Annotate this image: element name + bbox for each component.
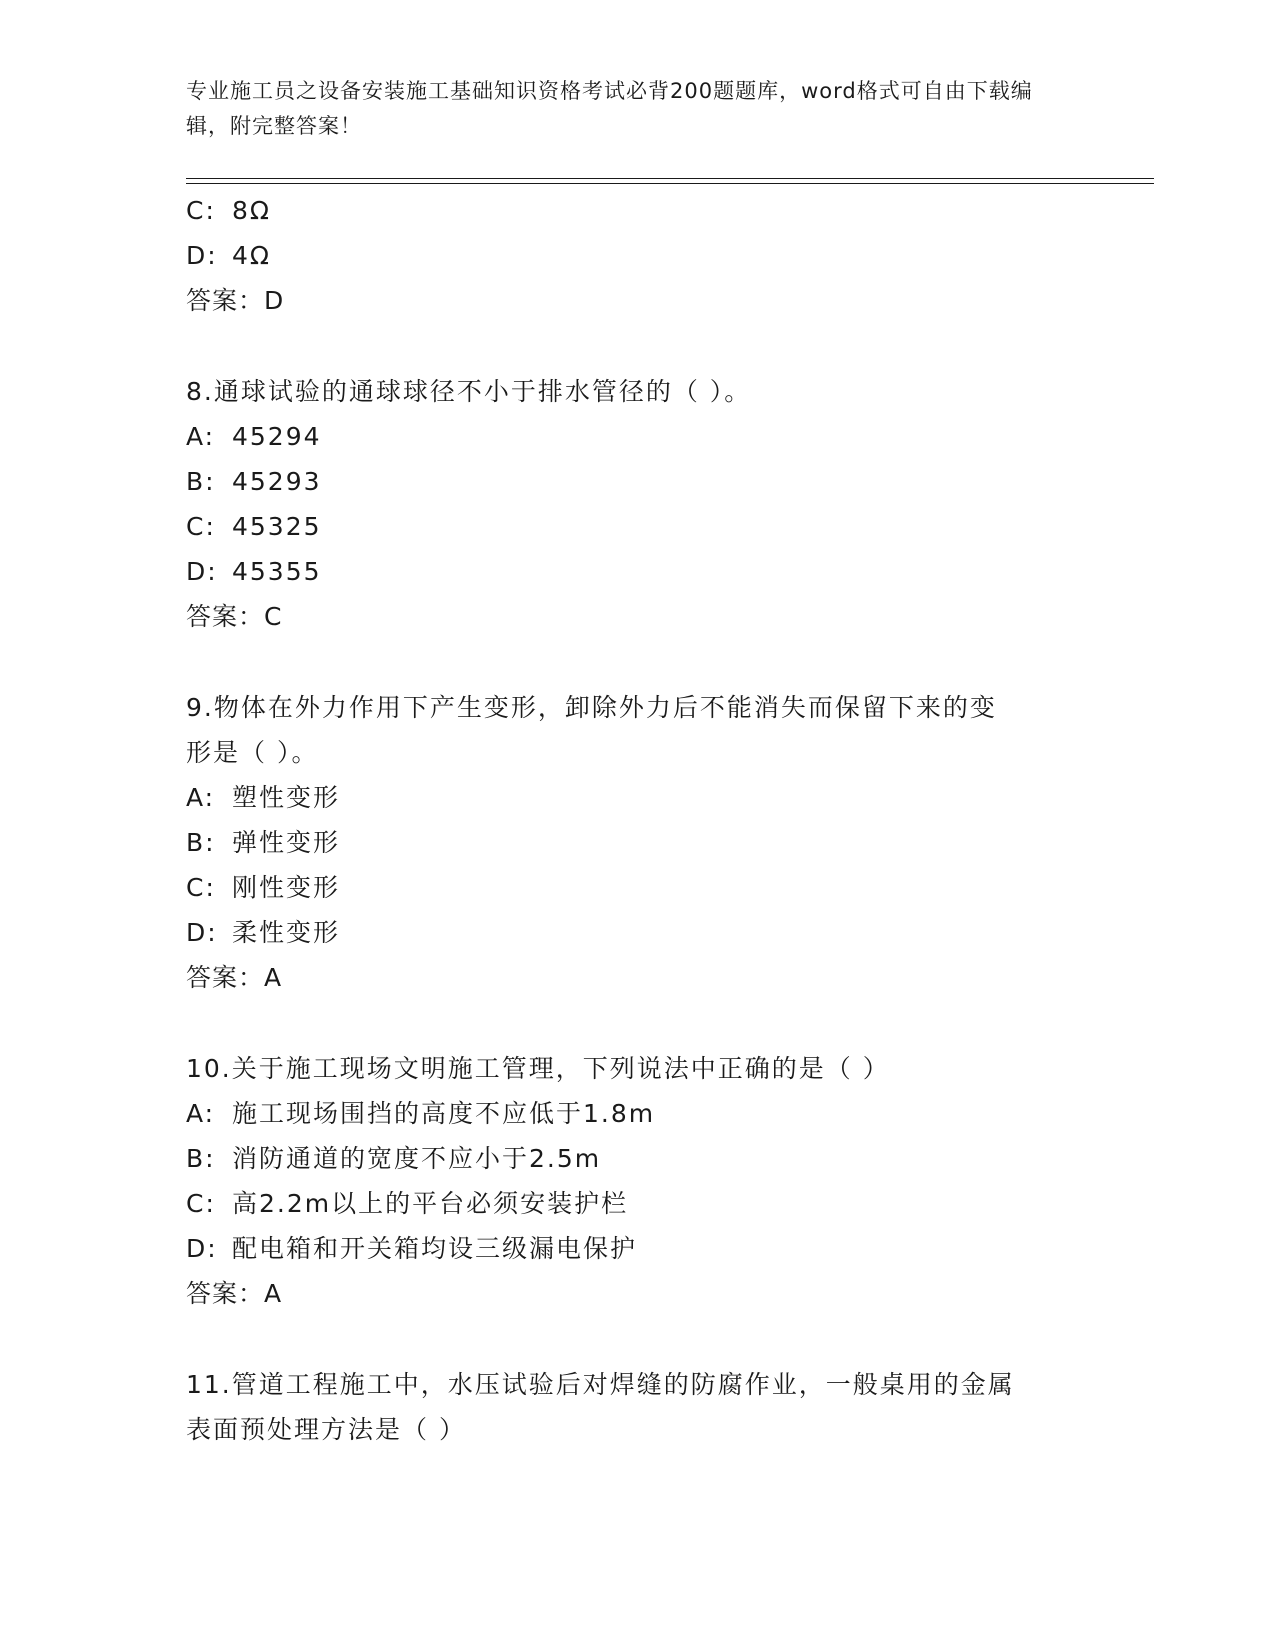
q8-option-c: C: 45325 [186,512,322,541]
q9-option-b: B: 弹性变形 [186,828,341,857]
q7-answer: 答案：D [186,286,285,315]
q10-option-a: A: 施工现场围挡的高度不应低于1.8m [186,1099,656,1128]
q10-option-c: C: 高2.2m以上的平台必须安装护栏 [186,1189,629,1218]
document-header: 专业施工员之设备安装施工基础知识资格考试必背200题题库，word格式可自由下载编辑，附完整答案！ [186,79,1033,138]
q8-option-a: A: 45294 [186,422,322,451]
q9-answer: 答案：A [186,963,283,992]
q8-answer: 答案：C [186,602,283,631]
q8-option-b: B: 45293 [186,467,322,496]
q9-option-c: C: 刚性变形 [186,873,341,902]
header-rule-top [186,178,1154,179]
q9-question-line2: 形是（ ）。 [186,738,319,767]
q11-question-line1: 11.管道工程施工中，水压试验后对焊缝的防腐作业，一般桌用的金属 [186,1370,1015,1399]
q9-question-line1: 9.物体在外力作用下产生变形，卸除外力后不能消失而保留下来的变 [186,693,997,722]
q8-option-d: D: 45355 [186,557,322,586]
q9-option-a: A: 塑性变形 [186,783,341,812]
q10-question: 10.关于施工现场文明施工管理，下列说法中正确的是（ ） [186,1054,890,1083]
q10-option-d: D: 配电箱和开关箱均设三级漏电保护 [186,1234,638,1263]
q10-option-b: B: 消防通道的宽度不应小于2.5m [186,1144,602,1173]
q9-option-d: D: 柔性变形 [186,918,341,947]
q8-question: 8.通球试验的通球球径不小于排水管径的（ ）。 [186,377,752,406]
q11-question-line2: 表面预处理方法是（ ） [186,1415,466,1444]
q7-option-c: C: 8Ω [186,196,272,225]
q10-answer: 答案：A [186,1279,283,1308]
q7-option-d: D: 4Ω [186,241,272,270]
header-rule-bottom [186,183,1154,184]
